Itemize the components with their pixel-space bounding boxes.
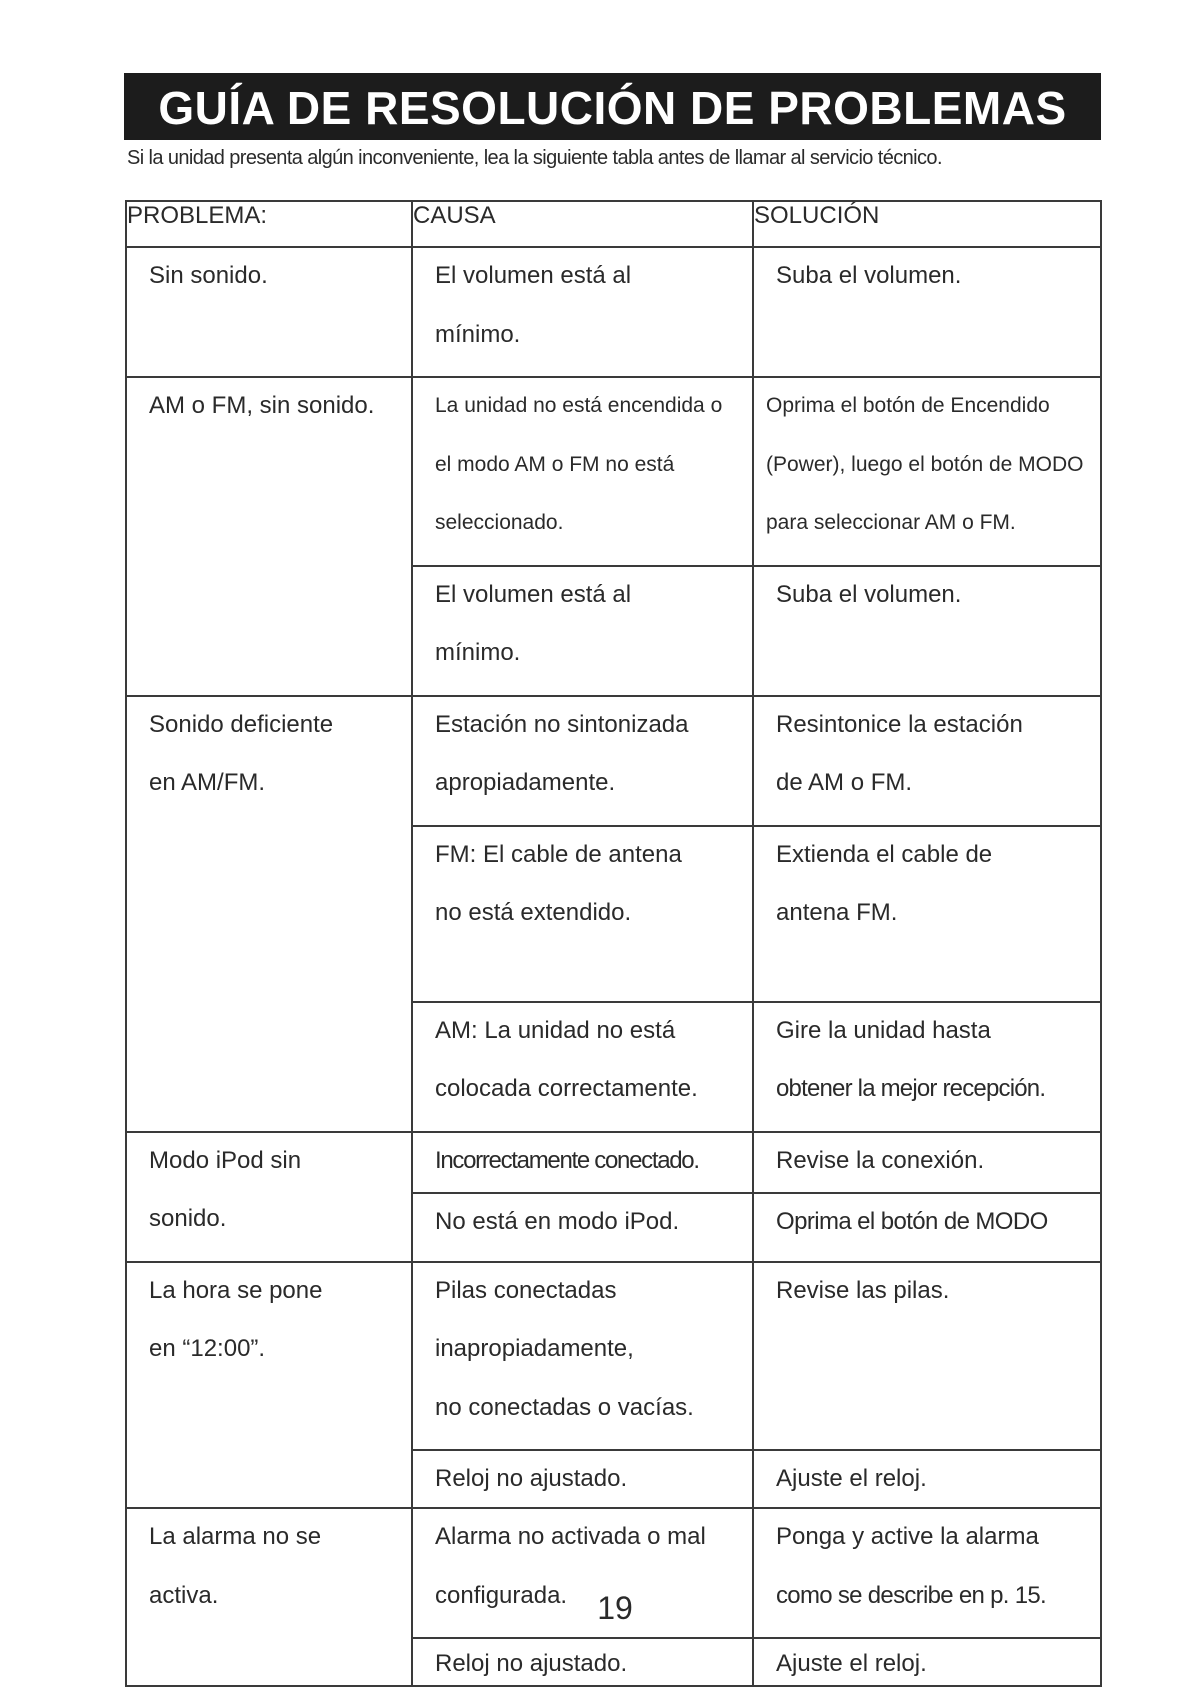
- problema-cell: [126, 696, 412, 1132]
- causa-cell: [412, 1262, 753, 1451]
- cell-line: AM o FM, sin sonido.: [149, 392, 375, 419]
- table-row: [126, 1262, 1101, 1451]
- cell-line: El volumen está al: [435, 262, 632, 289]
- solucion-cell: [753, 566, 1101, 696]
- cell-line: para seleccionar AM o FM.: [766, 511, 1016, 534]
- intro-text: Si la unidad presenta algún inconveniente, lea la siguiente tabla antes de llamar al servicio técnico.: [127, 147, 942, 169]
- causa-cell: [412, 696, 753, 826]
- cell-line: Alarma no activada o mal: [435, 1523, 706, 1550]
- cell-line: colocada correctamente.: [435, 1075, 698, 1102]
- solucion-cell: [753, 247, 1101, 377]
- cell-line: no está extendido.: [435, 899, 632, 926]
- cell-line: Modo iPod sin: [149, 1146, 302, 1174]
- problema-cell: [126, 377, 412, 696]
- table-row: [126, 1132, 1101, 1194]
- cell-line: obtener la mejor recepción.: [776, 1075, 1046, 1102]
- cell-line: Sonido deficiente: [149, 710, 334, 738]
- cell-line: antena FM.: [776, 899, 898, 926]
- page-title: GUÍA DE RESOLUCIÓN DE PROBLEMAS: [124, 73, 1101, 140]
- cell-line: como se describe en p. 15.: [776, 1581, 1046, 1609]
- table-row: [126, 247, 1101, 377]
- cell-line: Oprima el botón de Encendido: [766, 394, 1050, 417]
- cell-line: Ajuste el reloj.: [776, 1650, 927, 1677]
- cell-line: La alarma no se: [149, 1523, 322, 1550]
- cell-line: Sin sonido.: [149, 262, 268, 289]
- solucion-cell: [753, 1450, 1101, 1508]
- table-row: [126, 696, 1101, 826]
- solucion-cell: [753, 377, 1101, 566]
- cell-line: mínimo.: [435, 639, 521, 666]
- solucion-cell: [753, 1132, 1101, 1194]
- cell-line: FM: El cable de antena: [435, 840, 682, 868]
- header-causa: CAUSA: [412, 201, 753, 247]
- cell-line: apropiadamente.: [435, 769, 616, 796]
- cell-line: configurada.: [435, 1581, 568, 1609]
- cell-line: mínimo.: [435, 320, 521, 348]
- solucion-cell: [753, 826, 1101, 1002]
- cell-line: Oprima el botón de MODO: [776, 1208, 1048, 1236]
- cell-line: Revise las pilas.: [776, 1276, 950, 1304]
- cell-line: (Power), luego el botón de MODO: [766, 452, 1084, 476]
- solucion-cell: [753, 696, 1101, 826]
- solucion-cell: [753, 1638, 1101, 1686]
- problema-cell: [126, 1132, 412, 1262]
- cell-line: La hora se pone: [149, 1276, 323, 1304]
- causa-cell: [412, 1450, 753, 1508]
- solucion-cell: [753, 1002, 1101, 1132]
- cell-line: La unidad no está encendida o: [435, 394, 723, 417]
- cell-line: Suba el volumen.: [776, 580, 962, 608]
- cell-line: No está en modo iPod.: [435, 1208, 680, 1236]
- causa-cell: [412, 247, 753, 377]
- causa-cell: [412, 1193, 753, 1261]
- cell-line: Resintonice la estación: [776, 710, 1023, 738]
- cell-line: en AM/FM.: [149, 769, 266, 796]
- cell-line: Extienda el cable de: [776, 840, 993, 868]
- cell-line: AM: La unidad no está: [435, 1016, 676, 1044]
- causa-cell: [412, 1002, 753, 1132]
- header-problema: PROBLEMA:: [126, 201, 412, 247]
- causa-cell: [412, 566, 753, 696]
- cell-line: no conectadas o vacías.: [435, 1393, 694, 1421]
- cell-line: Revise la conexión.: [776, 1146, 985, 1174]
- cell-line: activa.: [149, 1581, 219, 1609]
- cell-line: seleccionado.: [435, 511, 564, 534]
- cell-line: Reloj no ajustado.: [435, 1465, 628, 1492]
- problema-cell: [126, 247, 412, 377]
- cell-line: Pilas conectadas: [435, 1276, 617, 1304]
- causa-cell: [412, 826, 753, 1002]
- cell-line: Estación no sintonizada: [435, 710, 689, 738]
- solucion-cell: [753, 1262, 1101, 1451]
- cell-line: Suba el volumen.: [776, 262, 962, 289]
- cell-line: sonido.: [149, 1205, 227, 1232]
- header-solucion: SOLUCIÓN: [753, 201, 1101, 247]
- causa-cell: [412, 377, 753, 566]
- cell-line: inapropiadamente,: [435, 1335, 634, 1362]
- solucion-cell: [753, 1193, 1101, 1261]
- cell-line: Ajuste el reloj.: [776, 1465, 927, 1492]
- causa-cell: [412, 1132, 753, 1194]
- causa-cell: [412, 1638, 753, 1686]
- table-row: [126, 377, 1101, 566]
- cell-line: en “12:00”.: [149, 1335, 266, 1362]
- page-number: 19: [597, 1590, 633, 1626]
- cell-line: de AM o FM.: [776, 769, 913, 796]
- cell-line: Incorrectamente conectado.: [435, 1146, 699, 1174]
- cell-line: el modo AM o FM no está: [435, 452, 675, 476]
- cell-line: Ponga y active la alarma: [776, 1523, 1039, 1550]
- cell-line: Reloj no ajustado.: [435, 1650, 628, 1677]
- troubleshooting-table: [125, 200, 1102, 1687]
- problema-cell: [126, 1262, 412, 1509]
- table-header-row: [126, 201, 1101, 247]
- cell-line: El volumen está al: [435, 580, 632, 608]
- cell-line: Gire la unidad hasta: [776, 1016, 991, 1044]
